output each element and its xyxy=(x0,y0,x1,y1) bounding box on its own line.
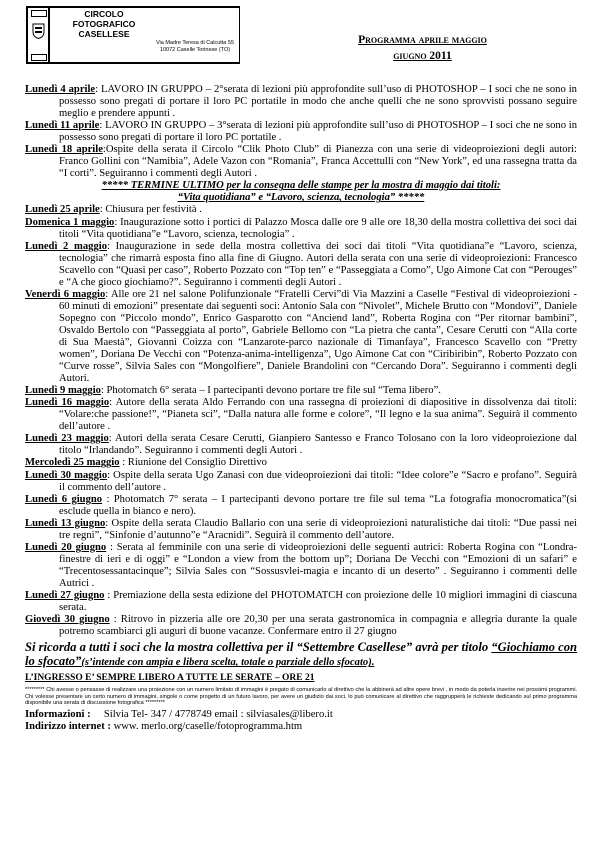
event-entry: Lunedì 30 maggio: Ospite della serata Ugo Zanasi con due videoproiezioni dai titoli: “Idee colore”e “Sacro e profano”. Seguirà il commento dell’autore . xyxy=(25,469,577,493)
contact-info: Informazioni : Silvia Tel- 347 / 4778749 email : silviasales@libero.it xyxy=(25,709,333,721)
event-entry: Lunedì 16 maggio: Autore della serata Aldo Ferrando con una rassegna di proiezioni di diapositive in dissolvenza dai titoli: “Volare:che passione!”, “Pianeta sci”, “Dalla natura alle forme e colore”, “Il legno e la sua anima”. Seguirà il commento dell’autore . xyxy=(25,397,577,433)
coat-of-arms-icon xyxy=(32,23,45,39)
event-entry: Domenica 1 maggio: Inaugurazione sotto i portici di Palazzo Mosca dalle ore 9 alle ore 18,30 della mostra collettiva dei soci dai titoli “Vita quotidiana”e “Lavoro, scienza, tecnologia” . xyxy=(25,216,578,240)
free-entry-note: L’INGRESSO E’ SEMPRE LIBERO A TUTTE LE SERATE – ORE 21 xyxy=(25,672,315,683)
event-entry: Lunedì 2 maggio: Inaugurazione in sede della mostra collettiva dei soci dai titoli “Vita quotidiana”e “Lavoro, scienza, tecnologia” che rimarrà esposta fino alla fine di Giugno. Autori della serata con una serie di videoproiezioni: Francesco Scavello con “Quasi per caso”, Roberto Pozzato con “Top ten” e “Passeggiata a Como”, Ugo Aimone Cat con “Perouges” e “A che gioco giochiamo?”. Seguiranno i commenti degli Autori . xyxy=(25,240,578,288)
event-entry: Lunedì 11 aprile: LAVORO IN GRUPPO – 3°serata di lezioni più approfondite sull’uso di PHOTOSHOP – I soci che ne sono in possesso sono pregati di portare il loro PC portatile . xyxy=(25,120,577,144)
website-link[interactable]: www. merlo.org/caselle/fotoprogramma.htm xyxy=(110,721,303,733)
footnote: ********* Chi avesse o pensasse di realizzare una proiezione con un numero limitato di immagini è pregato di comunicarlo al direttivo che la abbinerà ad altre opere brevi , in modo da poterla inserire nei prossimi programmi. Chi volesse presentare un certo numero di immagini, singole o come progetto di un futuro lavoro, per avere un giudizio dai soci, lo può comunicare al direttivo che raggrupperà le richieste dedicando sul primo programma disponibile una serata di discussione fotografica ********* xyxy=(25,686,577,707)
event-entry: Mercoledì 25 maggio : Riunione del Consiglio Direttivo xyxy=(25,457,267,469)
event-entry: Venerdì 6 maggio: Alle ore 21 nel salone Polifunzionale “Fratelli Cervi”di Via Mazzini a Caselle “Festival di videoproiezioni - 60 minuti di emozioni” presentate dai seguenti soci: Antonio Sala con “Nivolet”, Michele Brutto con “Mondovì”, Daniele Sopegno con “Piccolo mondo”, Enrico Gasparotto con “Anciend land”, Roberta Rogina con “Per ritornar bambini”, Osvaldo Bertolo con “Passeggiata al porto”, Gabriele Bellomo con “La pietra che canta”, Cesare Cerutti con “Alla corte di Sua Maestà”, Giovanni Coizza con “Lanzarote-parco nazionale di Timanfaya”, Francesco Scavello con “Pretty women”, Doriana De Vecchi con “Potenza-anima-intelligenza”, Ugo Aimone Cat con “Ciribiribin”, Roberto Pozzato con “Curve rosse”, Silvia Sales con “Mongolfiere”, Daniele Brandolini con “Cercando Dora”. Seguiranno i commenti degli Autori. xyxy=(25,288,578,385)
event-entry: Lunedì 6 giugno : Photomatch 7° serata – I partecipanti devono portare tre file sul tema “La fotografia monocromatica”(si esclude quella in bianco e nero). xyxy=(25,493,577,517)
event-entry: Lunedì 20 giugno : Serata al femminile con una serie di videoproiezioni delle seguenti autrici: Roberta Rogina con “Londra-finestre di ieri e di oggi” e “London a view from the bottom up”; Doriana De Vecchi con “Emozioni di un safari” e “Trecentosessantacinque”; Silvia Sales con “Sossusvlei-magia e incanto di un deserto” . Seguiranno i commenti delle Autrici . xyxy=(25,541,577,589)
club-address: Via Madre Teresa di Calcutta 55 10072 Caselle Torinese (TO) xyxy=(155,40,235,53)
event-entry: Lunedì 27 giugno : Premiazione della sesta edizione del PHOTOMATCH con proiezione delle 10 migliori immagini di ciascuna serata. xyxy=(25,589,577,614)
event-entry: Lunedì 4 aprile: LAVORO IN GRUPPO – 2°serata di lezioni più approfondite sull’uso di PHOTOSHOP – I soci che ne sono in possesso sono pregati di portare il loro PC portatile in modo che anche quelli che ne sono sprovvisti possano seguire meglio e prendere appunti . xyxy=(25,84,577,120)
club-name: CIRCOLO FOTOGRAFICO CASELLESE xyxy=(72,9,136,39)
website-info: Indirizzo internet : www. merlo.org/caselle/fotoprogramma.htm xyxy=(25,721,303,733)
event-entry: Lunedì 23 maggio: Autori della serata Cesare Cerutti, Gianpiero Santesso e Franco Tolosano con la loro videoproiezione dal titolo “Irlandando”. Seguiranno i commenti degli Autori . xyxy=(25,433,578,457)
contact-phone-email[interactable]: Silvia Tel- 347 / 4778749 email : silviasales@libero.it xyxy=(103,709,333,721)
deadline-notice: ***** TERMINE ULTIMO per la consegna delle stampe per la mostra di maggio dai titoli: xyxy=(101,180,501,192)
event-entry: Lunedì 18 aprile:Ospite della serata il Circolo “Clik Photo Club” di Pianezza con una serie di videoproiezioni degli autori: Franco Gollini con “Namibia”, Adele Vazon con “Romania”, Franca Accettulli con “New York”, ed una rassegna tratta da “I corti”. Seguiranno i commenti degli Autori . xyxy=(25,144,577,180)
event-entry: Lunedì 9 maggio: Photomatch 6° serata – I partecipanti devono portare tre file sul “Tema libero”. xyxy=(25,385,441,397)
program-title: Programma aprile maggio giugno 2011 xyxy=(358,34,487,62)
event-entry: Giovedì 30 giugno : Ritrovo in pizzeria alle ore 20,30 per una serata gastronomica in compagnia e allegria durante la quale potremo scambiarci gli auguri di buone vacanze. Confermare entro il 27 giugno xyxy=(25,614,577,638)
exhibition-reminder: Si ricorda a tutti i soci che la mostra collettiva per il “Settembre Casellese” avrà per titolo “Giochiamo con lo sfocato”(s’intende con ampia e libera scelta, totale o parziale dello sfocato). xyxy=(25,640,578,669)
event-entry: Lunedì 25 aprile: Chiusura per festività . xyxy=(25,204,202,216)
deadline-notice-titles: “Vita quotidiana” e “Lavoro, scienza, tecnologia” ***** xyxy=(177,192,425,204)
event-entry: Lunedì 13 giugno: Ospite della serata Claudio Ballario con una serie di videoproiezioni naturalistiche dai titoli: “Due passi nei tre regni”, “Sinfonie d’autunno”e “Aracnidi”. Seguirà il commento dell’autore. xyxy=(25,517,577,541)
program-content xyxy=(25,84,577,733)
